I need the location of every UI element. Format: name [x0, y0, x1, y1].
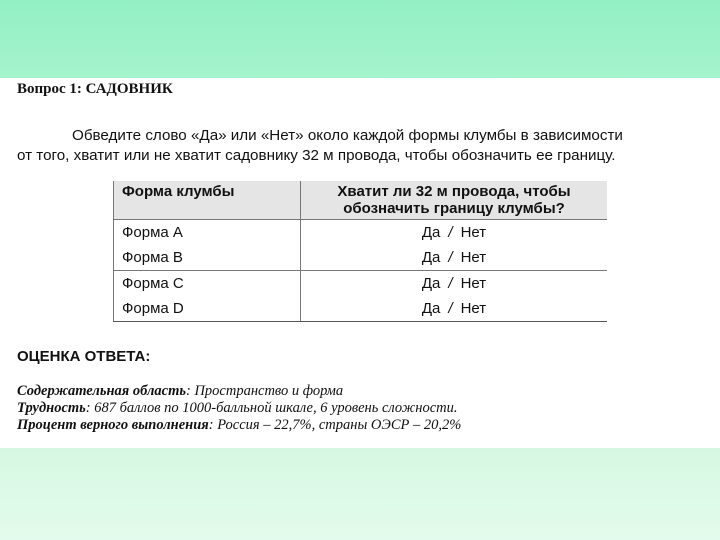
shape-cell: Форма C	[114, 271, 301, 297]
score-heading: ОЦЕНКА ОТВЕТА:	[17, 348, 151, 365]
table-row	[114, 271, 608, 297]
answer-cell	[301, 245, 608, 271]
answer-yes[interactable]: Да	[421, 249, 441, 266]
answer-cell	[301, 220, 608, 246]
success-rate-line	[17, 417, 717, 434]
answer-separator: /	[448, 275, 453, 292]
content-area-value: : Пространство и форма	[186, 383, 344, 399]
answer-yes[interactable]: Да	[421, 275, 441, 292]
shape-cell: Форма D	[114, 296, 301, 322]
instruction-text	[17, 126, 717, 166]
table-header-row	[114, 181, 608, 220]
table-row	[114, 245, 608, 271]
table-row	[114, 220, 608, 246]
difficulty-value: : 687 баллов по 1000-балльной шкале, 6 уровень сложности.	[85, 400, 458, 416]
success-rate-value: : Россия – 22,7%, страны ОЭСР – 20,2%	[208, 417, 462, 433]
answer-cell	[301, 271, 608, 297]
difficulty-line	[17, 400, 717, 417]
bottom-band	[0, 448, 720, 540]
shape-cell: Форма B	[114, 245, 301, 271]
instruction-line-2: от того, хватит или не хватит садовнику 32 м провода, чтобы обозначить ее границу.	[17, 147, 616, 164]
answer-no[interactable]: Нет	[460, 300, 487, 317]
top-band	[0, 0, 720, 78]
shape-cell: Форма A	[114, 220, 301, 246]
answer-cell	[301, 296, 608, 322]
difficulty-label: Трудность	[17, 400, 86, 416]
answer-no[interactable]: Нет	[460, 275, 487, 292]
answer-separator: /	[448, 224, 453, 241]
document-page	[0, 78, 720, 448]
answer-no[interactable]: Нет	[460, 224, 487, 241]
instruction-line-1: Обведите слово «Да» или «Нет» около каждой формы клумбы в зависимости	[72, 127, 623, 144]
answer-separator: /	[448, 300, 453, 317]
content-area-line	[17, 383, 717, 400]
answer-yes[interactable]: Да	[421, 300, 441, 317]
success-rate-label: Процент верного выполнения	[17, 417, 209, 433]
assessment-metadata	[17, 383, 717, 434]
answer-yes[interactable]: Да	[421, 224, 441, 241]
column-header-shape: Форма клумбы	[114, 181, 301, 220]
content-area-label: Содержательная область	[17, 383, 186, 399]
question-title: Вопрос 1: САДОВНИК	[17, 81, 173, 97]
table-row	[114, 296, 608, 322]
column-header-wire: Хватит ли 32 м провода, чтобы обозначить границу клумбы?	[301, 181, 608, 220]
flowerbed-table	[113, 181, 607, 322]
answer-no[interactable]: Нет	[460, 249, 487, 266]
answer-separator: /	[448, 249, 453, 266]
